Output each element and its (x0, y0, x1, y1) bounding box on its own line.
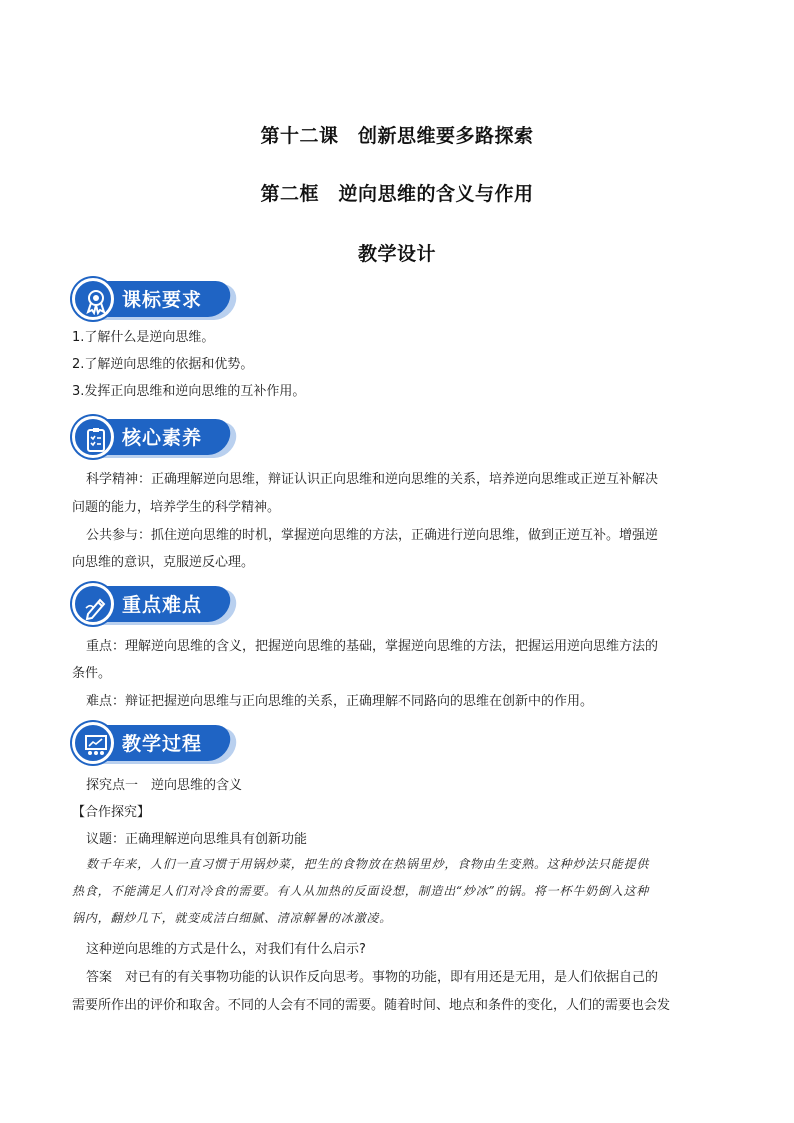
standards-banner (72, 278, 232, 320)
story-line: 锅内，翻炒几下，就变成洁白细腻、清凉解暑的冰激凌。 (72, 911, 393, 925)
coop-label: 【合作探究】 (72, 805, 151, 820)
literacy-line: 公共参与：抓住逆向思维的时机，掌握逆向思维的方法，正确进行逆向思维，做到正逆互补。增强逆 (86, 528, 659, 543)
key-points-line: 重点：理解逆向思维的含义，把握逆向思维的基础，掌握逆向思维的方法，把握运用逆向思维方法的 (86, 639, 659, 654)
section-title: 第二框 逆向思维的含义与作用 (260, 183, 534, 205)
checklist-icon (72, 416, 114, 458)
story-line: 数千年来，人们一直习惯于用锅炒菜，把生的食物放在热锅里炒，食物由生变熟。这种炒法只能提供 (86, 857, 650, 871)
story-line: 热食，不能满足人们对冷食的需要。有人从加热的反面设想，制造出“炒冰”的锅。将一杯牛奶倒入这种 (72, 884, 650, 898)
teacher-board-icon (72, 722, 114, 764)
doc-type-title: 教学设计 (357, 243, 436, 265)
explore-point: 探究点一 逆向思维的含义 (86, 778, 243, 793)
standards-item: 3.发挥正向思维和逆向思维的互补作用。 (72, 384, 306, 399)
literacy-line: 科学精神：正确理解逆向思维，辩证认识正向思维和逆向思维的关系，培养逆向思维或正逆互补解决 (86, 472, 659, 487)
answer-line: 答案 对已有的有关事物功能的认识作反向思考。事物的功能，即有用还是无用，是人们依据自己的 (86, 970, 659, 985)
answer-line: 需要所作出的评价和取舍。不同的人会有不同的需要。随着时间、地点和条件的变化，人们的需要也会发 (72, 998, 671, 1013)
standards-heading: 课标要求 (122, 289, 203, 311)
lesson-title: 第十二课 创新思维要多路探索 (260, 125, 534, 147)
key-points-line: 难点：辩证把握逆向思维与正向思维的关系，正确理解不同路向的思维在创新中的作用。 (86, 694, 594, 709)
key-points-banner (72, 583, 232, 625)
key-points-heading: 重点难点 (122, 594, 203, 616)
literacy-line: 问题的能力，培养学生的科学精神。 (72, 500, 281, 515)
literacy-banner (72, 416, 232, 458)
pencil-icon (72, 583, 114, 625)
literacy-line: 向思维的意识，克服逆反心理。 (72, 555, 255, 570)
topic-line: 议题：正确理解逆向思维具有创新功能 (86, 832, 308, 847)
process-heading: 教学过程 (122, 733, 203, 755)
question-line: 这种逆向思维的方式是什么，对我们有什么启示? (86, 942, 366, 957)
process-banner (72, 722, 232, 764)
standards-item: 1.了解什么是逆向思维。 (72, 330, 215, 345)
award-ribbon-icon (72, 278, 114, 320)
key-points-line: 条件。 (72, 666, 112, 681)
literacy-heading: 核心素养 (122, 427, 203, 449)
standards-item: 2.了解逆向思维的依据和优势。 (72, 357, 254, 372)
